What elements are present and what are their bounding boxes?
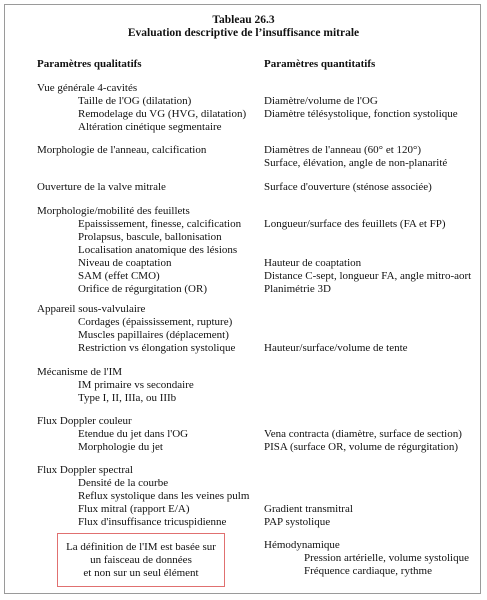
list-item: SAM (effet CMO) — [78, 270, 160, 282]
list-item: Gradient transmitral — [264, 503, 353, 515]
list-item: Muscles papillaires (déplacement) — [78, 329, 229, 341]
list-item: Pression artérielle, volume systolique — [304, 552, 469, 564]
table-title: Tableau 26.3 — [212, 14, 275, 26]
list-item: Diamètres de l'anneau (60° et 120°) — [264, 144, 422, 156]
section-heading: Appareil sous-valvulaire — [37, 303, 146, 315]
list-item: Flux d'insuffisance tricuspidienne — [78, 516, 227, 528]
list-item: Epaississement, finesse, calcification — [78, 218, 242, 230]
list-item: Morphologie du jet — [78, 441, 163, 453]
list-item: Distance C-sept, longueur FA, angle mitro-aort — [264, 270, 472, 282]
table-subtitle: Evaluation descriptive de l’insuffisance mitrale — [127, 27, 360, 39]
section-heading: Hémodynamique — [264, 539, 340, 551]
note-line: La définition de l'IM est basée sur — [66, 540, 216, 553]
list-item: Densité de la courbe — [78, 477, 169, 489]
list-item: Restriction vs élongation systolique — [78, 342, 236, 354]
list-item: Planimétrie 3D — [264, 283, 331, 295]
list-item: Hauteur/surface/volume de tente — [264, 342, 408, 354]
list-item: Localisation anatomique des lésions — [78, 244, 238, 256]
list-item: Fréquence cardiaque, rythme — [304, 565, 432, 577]
list-item: PISA (surface OR, volume de régurgitation) — [264, 441, 459, 453]
list-item: Surface d'ouverture (sténose associée) — [264, 181, 432, 193]
quantitative-header: Paramètres quantitatifs — [264, 58, 376, 70]
list-item: Hauteur de coaptation — [264, 257, 362, 269]
section-heading: Morphologie de l'anneau, calcification — [37, 144, 207, 156]
section-heading: Flux Doppler spectral — [37, 464, 133, 476]
list-item: Reflux systolique dans les veines pulm — [78, 490, 250, 502]
list-item: Longueur/surface des feuillets (FA et FP) — [264, 218, 446, 230]
list-item: Remodelage du VG (HVG, dilatation) — [78, 108, 247, 120]
list-item: Type I, II, IIIa, ou IIIb — [78, 392, 177, 404]
qualitative-header: Paramètres qualitatifs — [37, 58, 142, 70]
list-item: Etendue du jet dans l'OG — [78, 428, 189, 440]
list-item: Diamètre télésystolique, fonction systolique — [264, 108, 458, 120]
list-item: Taille de l'OG (dilatation) — [78, 95, 192, 107]
list-item: Cordages (épaississement, rupture) — [78, 316, 233, 328]
section-heading: Mécanisme de l'IM — [37, 366, 123, 378]
definition-note-box — [57, 533, 225, 587]
list-item: IM primaire vs secondaire — [78, 379, 194, 391]
list-item: Niveau de coaptation — [78, 257, 172, 269]
list-item: Vena contracta (diamètre, surface de section) — [264, 428, 462, 440]
section-heading: Ouverture de la valve mitrale — [37, 181, 166, 193]
list-item: Diamètre/volume de l'OG — [264, 95, 378, 107]
section-heading: Morphologie/mobilité des feuillets — [37, 205, 190, 217]
note-line: un faisceau de données — [90, 553, 192, 566]
section-heading: Vue générale 4-cavités — [37, 82, 138, 94]
note-line: et non sur un seul élément — [83, 566, 199, 579]
section-heading: Flux Doppler couleur — [37, 415, 132, 427]
list-item: Surface, élévation, angle de non-planarité — [264, 157, 448, 169]
list-item: Altération cinétique segmentaire — [78, 121, 222, 133]
list-item: Flux mitral (rapport E/A) — [78, 503, 190, 515]
list-item: PAP systolique — [264, 516, 331, 528]
list-item: Orifice de régurgitation (OR) — [78, 283, 208, 295]
list-item: Prolapsus, bascule, ballonisation — [78, 231, 222, 243]
